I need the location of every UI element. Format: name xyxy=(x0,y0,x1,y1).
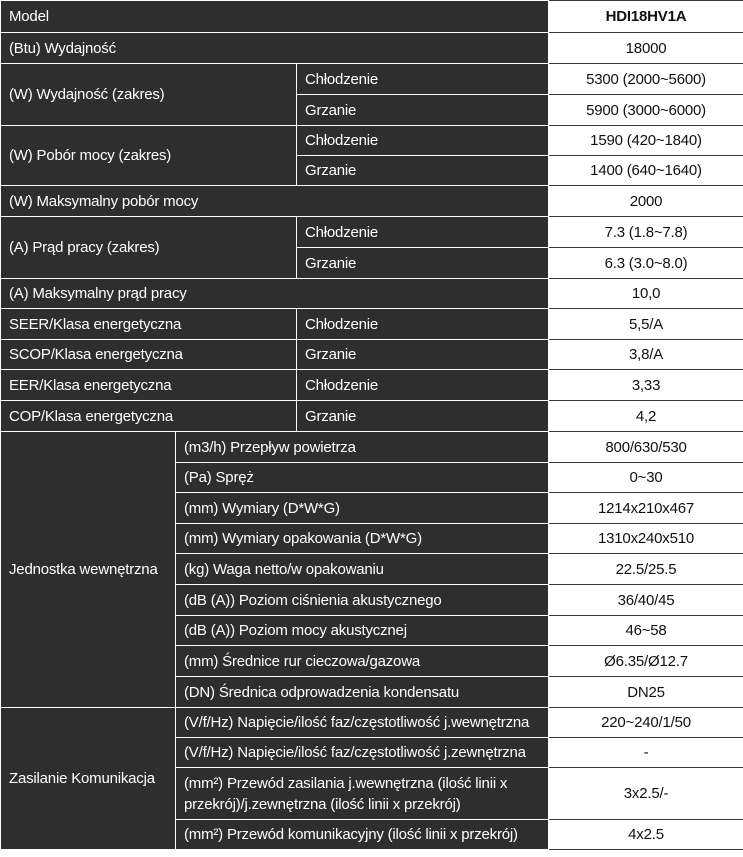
table-row xyxy=(1,64,743,95)
row-value: 36/40/45 xyxy=(549,585,743,616)
table-row xyxy=(1,279,743,309)
table-row xyxy=(1,126,743,156)
row-label: (kg) Waga netto/w opakowaniu xyxy=(176,554,549,585)
row-label: (m3/h) Przepływ powietrza xyxy=(176,432,549,463)
table-row xyxy=(1,33,743,64)
row-label: (dB (A)) Poziom ciśnienia akustycznego xyxy=(176,585,549,616)
row-value: 46~58 xyxy=(549,616,743,646)
row-label: (A) Maksymalny prąd pracy xyxy=(1,279,549,309)
header-label: Model xyxy=(1,1,549,33)
mode-label: Grzanie xyxy=(297,156,549,186)
row-value: 2000 xyxy=(549,186,743,217)
row-value: - xyxy=(549,738,743,768)
row-value: 3,8/A xyxy=(549,340,743,370)
row-value: 5900 (3000~6000) xyxy=(549,95,743,126)
row-value: 3,33 xyxy=(549,370,743,401)
mode-label: Grzanie xyxy=(297,340,549,370)
row-value: 4x2.5 xyxy=(549,820,743,850)
mode-label: Chłodzenie xyxy=(297,64,549,95)
table-row xyxy=(1,708,743,738)
mode-label: Grzanie xyxy=(297,95,549,126)
mode-label: Chłodzenie xyxy=(297,309,549,340)
model-value: HDI18HV1A xyxy=(549,1,743,33)
row-value: 3x2.5/- xyxy=(549,768,743,820)
row-value: 1214x210x467 xyxy=(549,493,743,524)
row-value: 18000 xyxy=(549,33,743,64)
row-value: Ø6.35/Ø12.7 xyxy=(549,646,743,677)
row-value: DN25 xyxy=(549,677,743,708)
row-label: (W) Maksymalny pobór mocy xyxy=(1,186,549,217)
row-label: EER/Klasa energetyczna xyxy=(1,370,297,401)
row-value: 1590 (420~1840) xyxy=(549,126,743,156)
row-label: (mm) Wymiary opakowania (D*W*G) xyxy=(176,524,549,554)
row-label: (Btu) Wydajność xyxy=(1,33,549,64)
row-label: SEER/Klasa energetyczna xyxy=(1,309,297,340)
row-value: 22.5/25.5 xyxy=(549,554,743,585)
row-value: 5300 (2000~5600) xyxy=(549,64,743,95)
row-label: (DN) Średnica odprowadzenia kondensatu xyxy=(176,677,549,708)
row-value: 1400 (640~1640) xyxy=(549,156,743,186)
table-row xyxy=(1,1,743,33)
row-label: (mm) Wymiary (D*W*G) xyxy=(176,493,549,524)
group-label-supply: Zasilanie Komunikacja xyxy=(1,708,176,850)
table-row xyxy=(1,370,743,401)
mode-label: Chłodzenie xyxy=(297,126,549,156)
row-label: (dB (A)) Poziom mocy akustycznej xyxy=(176,616,549,646)
row-label: (W) Wydajność (zakres) xyxy=(1,64,297,126)
row-label: (V/f/Hz) Napięcie/ilość faz/częstotliwość j.wewnętrzna xyxy=(176,708,549,738)
mode-label: Grzanie xyxy=(297,248,549,279)
table-row xyxy=(1,309,743,340)
row-label: COP/Klasa energetyczna xyxy=(1,401,297,432)
table-row xyxy=(1,432,743,463)
row-value: 5,5/A xyxy=(549,309,743,340)
table-row xyxy=(1,340,743,370)
row-value: 10,0 xyxy=(549,279,743,309)
table-row xyxy=(1,217,743,248)
row-label: (V/f/Hz) Napięcie/ilość faz/częstotliwość j.zewnętrzna xyxy=(176,738,549,768)
table-row xyxy=(1,401,743,432)
mode-label: Grzanie xyxy=(297,401,549,432)
row-value: 4,2 xyxy=(549,401,743,432)
row-value: 7.3 (1.8~7.8) xyxy=(549,217,743,248)
mode-label: Chłodzenie xyxy=(297,370,549,401)
row-value: 220~240/1/50 xyxy=(549,708,743,738)
row-value: 0~30 xyxy=(549,463,743,493)
group-label-indoor: Jednostka wewnętrzna xyxy=(1,432,176,708)
row-label: (A) Prąd pracy (zakres) xyxy=(1,217,297,279)
row-label: (mm²) Przewód komunikacyjny (ilość linii x przekrój) xyxy=(176,820,549,850)
row-label: (Pa) Spręż xyxy=(176,463,549,493)
row-value: 800/630/530 xyxy=(549,432,743,463)
row-value: 1310x240x510 xyxy=(549,524,743,554)
table-row xyxy=(1,186,743,217)
row-label: (mm²) Przewód zasilania j.wewnętrzna (ilość linii x przekrój)/j.zewnętrzna (ilość linii x przekrój) xyxy=(176,768,549,820)
row-label: (mm) Średnice rur cieczowa/gazowa xyxy=(176,646,549,677)
row-label: (W) Pobór mocy (zakres) xyxy=(1,126,297,186)
mode-label: Chłodzenie xyxy=(297,217,549,248)
row-label: SCOP/Klasa energetyczna xyxy=(1,340,297,370)
row-value: 6.3 (3.0~8.0) xyxy=(549,248,743,279)
